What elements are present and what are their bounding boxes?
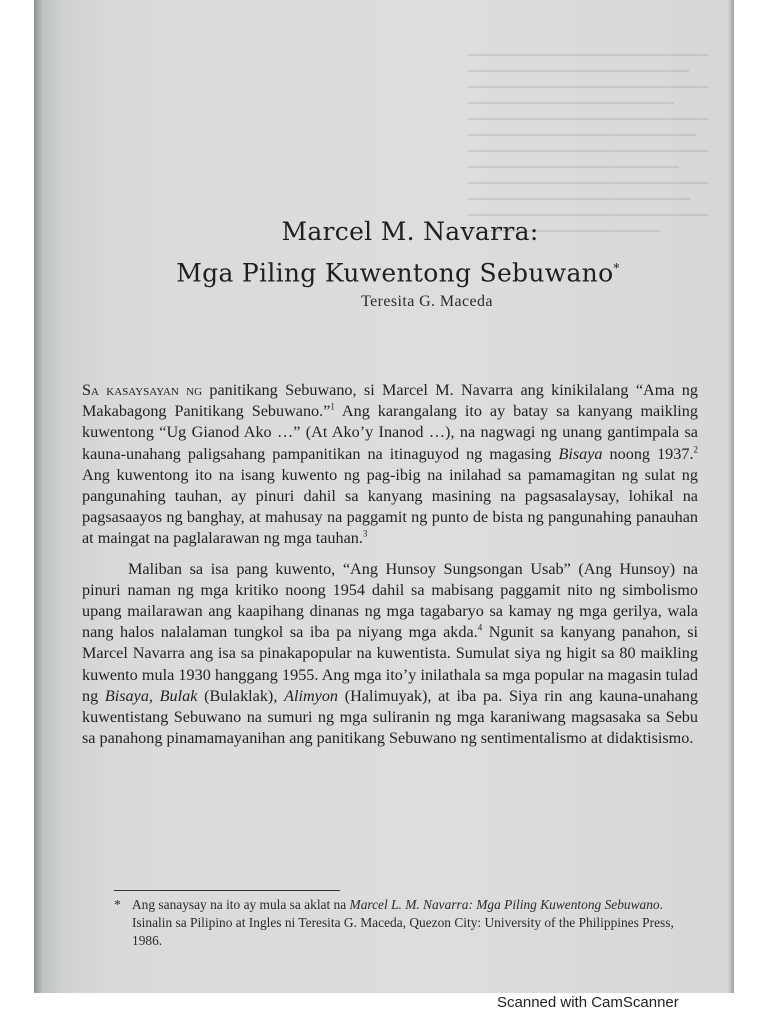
- footnote-ref-1: 1: [330, 401, 335, 412]
- paragraph-1-lead: Sa kasaysayan ng: [82, 381, 203, 399]
- paragraph-1-text: panitikang Sebuwano, si Marcel M. Navarra ang kinikilalang “Ama ng Makabagong Panitikang Sebuwano.”: [82, 381, 698, 421]
- chapter-title-line-2: [62, 250, 734, 291]
- title-footnote-mark: *: [613, 261, 620, 275]
- body-text: [82, 380, 698, 758]
- footnote-mark: *: [114, 897, 121, 912]
- paragraph-1-text: noong 1937.: [602, 444, 694, 463]
- page-right-edge: [728, 0, 734, 993]
- footnote-text-part: . Isinalin sa Pilipino at Ingles ni Teresita G. Maceda, Quezon City: University of the Philippines Press, 1986.: [132, 897, 674, 948]
- footnote-ref-3: 3: [362, 529, 368, 540]
- magazine-titles: Bisaya, Bulak: [104, 686, 198, 705]
- paragraph-1-text: Ang karangalang ito ay batay sa kanyang maikling kuwentong “Ug Gianod Ako …” (At Ako’y Inanod …), na nagwagi ng unang gantimpala sa kauna-unahang paligsahang pampanitikan na itinaguyod ng magasing: [82, 402, 698, 463]
- paragraph-2-text: Maliban sa isa pang kuwento, “Ang Hunsoy Sungsongan Usab” (Ang Hunsoy) na pinuri naman ng mga kritiko noong 1954 dahil sa mabisang paggamit nito ng simbolismo upang mailarawan ang kaapihang dinanas ng mga tagabaryo sa kamay ng mga gerilya, wala nang halos nalalaman tungkol sa iba pa niyang mga akda.: [82, 559, 698, 642]
- footnote-text-part: Ang sanaysay na ito ay mula sa aklat na: [132, 897, 350, 912]
- footnote: [114, 896, 700, 950]
- magazine-title: Alimyon: [284, 686, 339, 705]
- paragraph-1: [82, 380, 698, 550]
- paragraph-2-text: (Bulaklak),: [197, 686, 285, 705]
- chapter-title-text: Mga Piling Kuwentong Sebuwano: [176, 258, 614, 288]
- magazine-title: Bisaya: [558, 444, 603, 463]
- paragraph-2-text: Ngunit sa kanyang panahon, si Marcel Navarra ang isa sa pinakapopular na kuwentista. Sumulat siya ng higit sa 80 maikling kuwento mula 1930 hanggang 1955. Ang mga ito’y inilathala sa mga popular na magasin tulad ng: [82, 623, 698, 705]
- footnote-text: [132, 896, 700, 950]
- paragraph-2-text: (Halimuyak), at iba pa. Siya rin ang kauna-unahang kuwentistang Sebuwano na sumuri ng mga suliranin ng mga karaniwang magsasaka sa Sebu sa panahong pinamamayanihan ang panitikang Sebuwano ng sentimentalismo at didaktisismo.: [82, 686, 698, 748]
- scanned-page: [34, 0, 734, 993]
- scanner-watermark-label: Scanned with CamScanner: [497, 994, 679, 1011]
- chapter-title-line-1: Marcel M. Navarra:: [281, 217, 539, 246]
- page-gutter-shadow: [34, 0, 44, 993]
- footnote-ref-2: 2: [693, 444, 698, 455]
- footnote-divider: [114, 890, 340, 891]
- chapter-title-block: [34, 214, 734, 311]
- paragraph-2: [82, 559, 698, 750]
- book-title: Marcel L. M. Navarra: Mga Piling Kuwentong Sebuwano: [349, 897, 660, 912]
- footnote-ref-4: 4: [477, 622, 483, 633]
- paragraph-1-text: Ang kuwentong ito na isang kuwento ng pag-ibig na inilahad sa pamamagitan ng sulat ng pangunahing tauhan, ay pinuri dahil sa kanyang masining na pagsasalaysay, lohikal na pagsasaayos ng banghay, at mahusay na paggamit ng punto de bista ng pangunahing panauhan at maingat na paglalarawan ng mga tauhan.: [82, 465, 698, 548]
- author-name: Teresita G. Maceda: [361, 293, 493, 311]
